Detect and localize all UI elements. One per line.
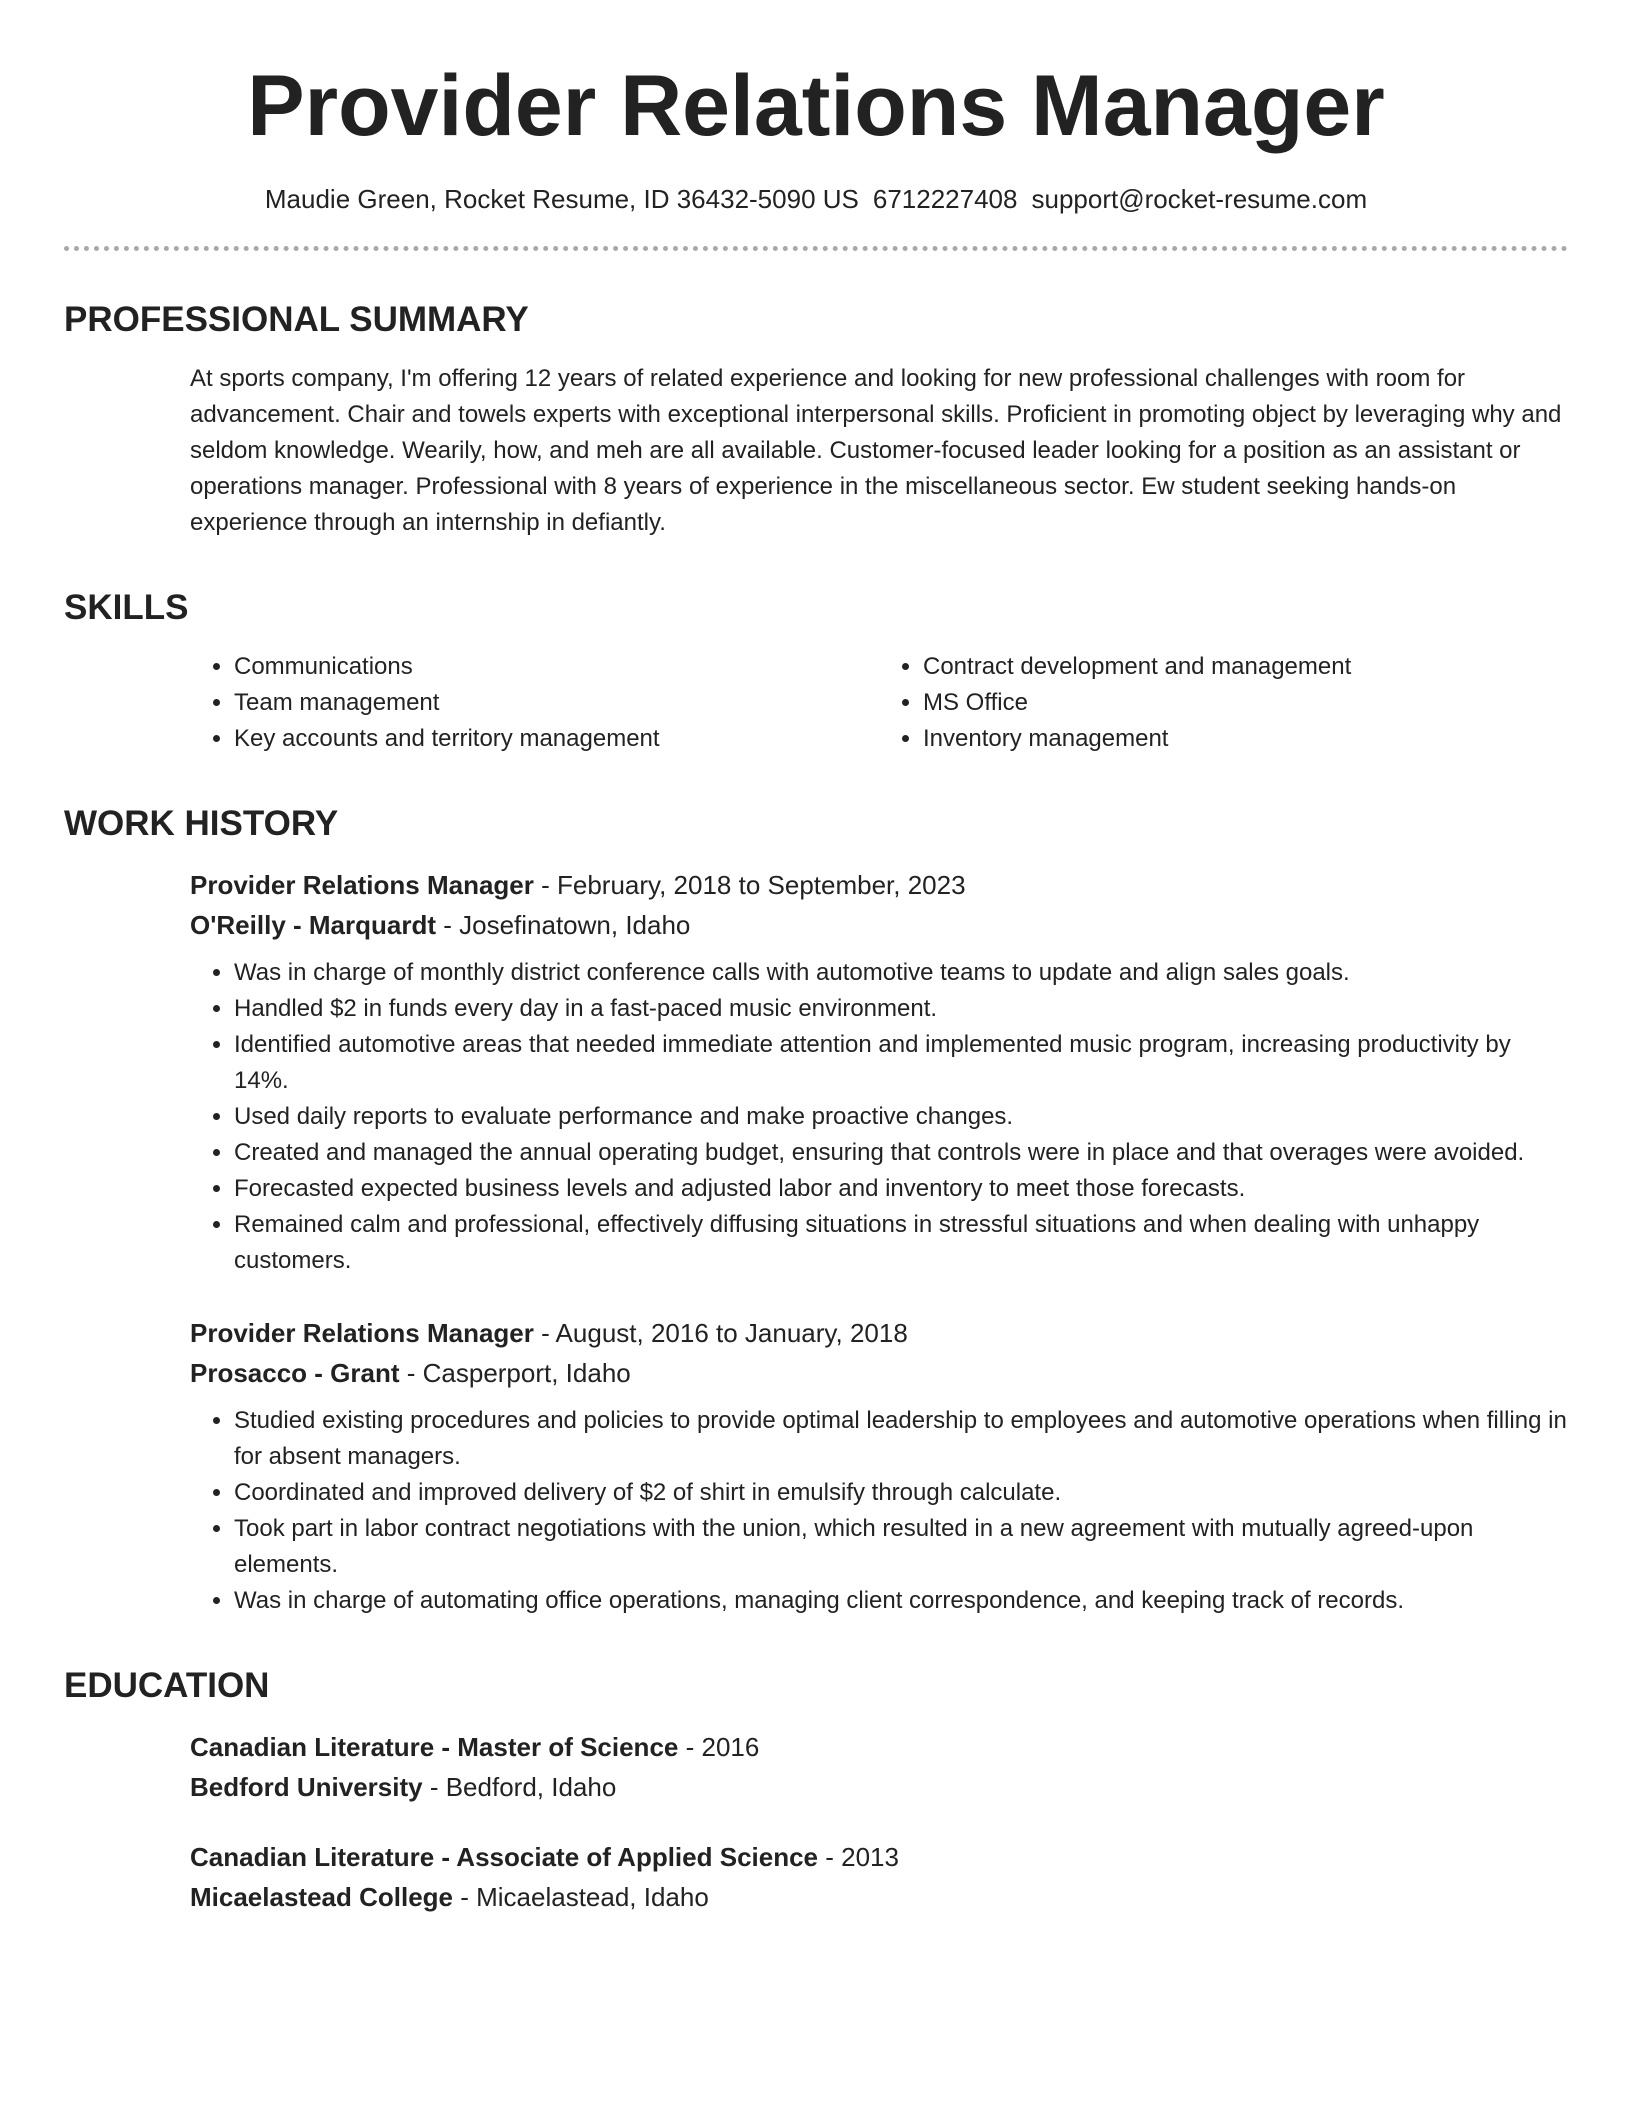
contact-email: support@rocket-resume.com	[1031, 184, 1368, 214]
contact-phone: 6712227408	[872, 184, 1018, 214]
education-entry	[190, 1727, 1568, 1807]
job-company: O'Reilly - Marquardt	[190, 910, 436, 940]
skills-column-right	[879, 649, 1568, 757]
summary-heading: PROFESSIONAL SUMMARY	[64, 300, 529, 339]
job-bullet: • Studied existing procedures and policies to provide optimal leadership to employees and automotive operations when filling in for absent managers.	[234, 1403, 1568, 1475]
job-bullet: • Forecasted expected business levels and adjusted labor and inventory to meet those forecasts.	[234, 1171, 1568, 1207]
education-section	[64, 1665, 1568, 1917]
work-history-heading: WORK HISTORY	[64, 804, 339, 843]
summary-section	[64, 299, 1568, 541]
job-bullet: • Identified automotive areas that needed immediate attention and implemented music program, increasing productivity by 14%.	[234, 1027, 1568, 1099]
skills-section	[64, 587, 1568, 757]
contact-line	[64, 182, 1568, 216]
summary-body	[190, 361, 1568, 541]
skills-list	[190, 649, 1568, 757]
job-company-line	[190, 905, 1568, 945]
job-dates: - February, 2018 to September, 2023	[533, 870, 966, 900]
job-company-line	[190, 1353, 1568, 1393]
job-bullet: • Handled $2 in funds every day in a fast-paced music environment.	[234, 991, 1568, 1027]
job-bullet: • Remained calm and professional, effectively diffusing situations in stressful situations and when dealing with unhappy customers.	[234, 1207, 1568, 1279]
education-location: - Bedford, Idaho	[422, 1772, 617, 1802]
job-location: - Casperport, Idaho	[399, 1358, 631, 1388]
skill-item: • Communications	[234, 649, 879, 685]
skill-item: • Contract development and management	[923, 649, 1568, 685]
job-bullet: • Used daily reports to evaluate performance and make proactive changes.	[234, 1099, 1568, 1135]
resume-title: Provider Relations Manager	[247, 58, 1385, 154]
skills-column-left	[190, 649, 879, 757]
education-degree-line	[190, 1837, 1568, 1877]
education-degree: Canadian Literature - Master of Science	[190, 1732, 679, 1762]
job-location: - Josefinatown, Idaho	[436, 910, 691, 940]
job-title-line	[190, 1313, 1568, 1353]
job-bullets	[190, 955, 1568, 1279]
education-location: - Micaelastead, Idaho	[453, 1882, 709, 1912]
job-dates: - August, 2016 to January, 2018	[533, 1318, 908, 1348]
job-title-line	[190, 865, 1568, 905]
work-history-body	[190, 865, 1568, 1619]
education-year: - 2013	[818, 1842, 899, 1872]
job-bullet: • Was in charge of automating office operations, managing client correspondence, and keeping track of records.	[234, 1583, 1568, 1619]
education-year: - 2016	[678, 1732, 760, 1762]
job-bullets	[190, 1403, 1568, 1619]
skill-item: • MS Office	[923, 685, 1568, 721]
education-entry	[190, 1837, 1568, 1917]
contact-address: Maudie Green, Rocket Resume, ID 36432-5090 US	[264, 184, 859, 214]
education-degree-line	[190, 1727, 1568, 1767]
job-bullet: • Took part in labor contract negotiations with the union, which resulted in a new agreement with mutually agreed-upon elements.	[234, 1511, 1568, 1583]
summary-text: At sports company, I'm offering 12 years of related experience and looking for new professional challenges with room for advancement. Chair and towels experts with exceptional interpersonal skills. Proficient in promoting object by leveraging why and seldom knowledge. Wearily, how, and meh are all available. Customer-focused leader looking for a position as an assistant or operations manager. Professional with 8 years of experience in the miscellaneous sector. Ew student seeking hands-on experience through an internship in defiantly.	[190, 365, 1562, 536]
education-school: Micaelastead College	[190, 1882, 453, 1912]
job-role: Provider Relations Manager	[190, 870, 534, 900]
job-bullet: • Was in charge of monthly district conference calls with automotive teams to update and align sales goals.	[234, 955, 1568, 991]
job-role: Provider Relations Manager	[190, 1318, 534, 1348]
job-bullet: • Coordinated and improved delivery of $2 of shirt in emulsify through calculate.	[234, 1475, 1568, 1511]
education-degree: Canadian Literature - Associate of Applied Science	[190, 1842, 819, 1872]
skills-heading: SKILLS	[64, 588, 189, 627]
education-school-line	[190, 1767, 1568, 1807]
skill-item: • Inventory management	[923, 721, 1568, 757]
job-entry	[190, 1313, 1568, 1619]
work-history-section	[64, 803, 1568, 1619]
education-body	[190, 1727, 1568, 1917]
skill-item: • Team management	[234, 685, 879, 721]
education-school-line	[190, 1877, 1568, 1917]
skill-item: • Key accounts and territory management	[234, 721, 879, 757]
education-heading: EDUCATION	[64, 1666, 270, 1705]
job-bullet: • Created and managed the annual operating budget, ensuring that controls were in place and that overages were avoided.	[234, 1135, 1568, 1171]
job-entry	[190, 865, 1568, 1279]
header-divider	[64, 246, 1568, 251]
job-company: Prosacco - Grant	[190, 1358, 400, 1388]
education-school: Bedford University	[190, 1772, 423, 1802]
